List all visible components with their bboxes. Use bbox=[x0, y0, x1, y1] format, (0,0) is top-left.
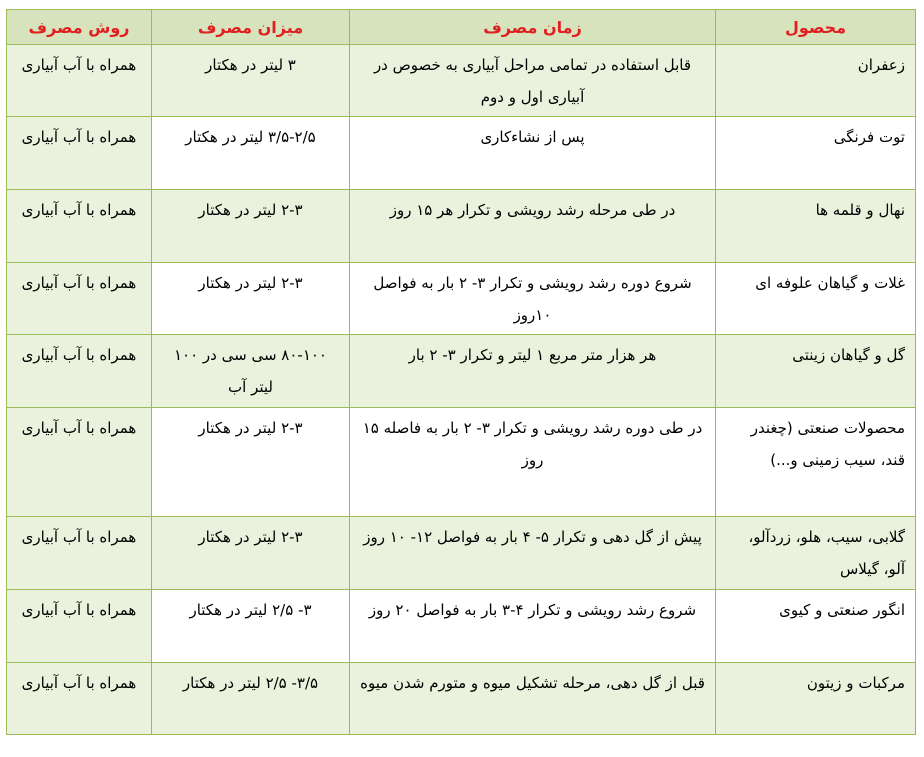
method-cell: همراه با آب آبیاری bbox=[7, 263, 152, 335]
method-cell: همراه با آب آبیاری bbox=[7, 45, 152, 117]
product-cell: محصولات صنعتی (چغندر قند، سیب زمینی و...) bbox=[716, 408, 916, 517]
table-row bbox=[7, 517, 916, 590]
time-cell: قبل از گل دهی، مرحله تشکیل میوه و متورم شدن میوه bbox=[350, 663, 716, 735]
amount-cell: ۲-۳ لیتر در هکتار bbox=[152, 263, 350, 335]
table-row bbox=[7, 663, 916, 735]
amount-cell: ۳- ۲/۵ لیتر در هکتار bbox=[152, 590, 350, 663]
time-cell: پس از نشاءکاری bbox=[350, 117, 716, 190]
table-row bbox=[7, 190, 916, 263]
time-cell: در طی دوره رشد رویشی و تکرار ۳- ۲ بار به فاصله ۱۵ روز bbox=[350, 408, 716, 517]
product-cell: غلات و گیاهان علوفه ای bbox=[716, 263, 916, 335]
amount-cell: ۲-۳ لیتر در هکتار bbox=[152, 517, 350, 590]
amount-cell: ۳/۵- ۲/۵ لیتر در هکتار bbox=[152, 663, 350, 735]
table-row bbox=[7, 590, 916, 663]
amount-cell: ۲-۳ لیتر در هکتار bbox=[152, 190, 350, 263]
amount-cell: ۸۰-۱۰۰ سی سی در ۱۰۰ لیتر آب bbox=[152, 335, 350, 408]
method-cell: همراه با آب آبیاری bbox=[7, 408, 152, 517]
time-cell: قابل استفاده در تمامی مراحل آبیاری به خصوص در آبیاری اول و دوم bbox=[350, 45, 716, 117]
time-cell: در طی مرحله رشد رویشی و تکرار هر ۱۵ روز bbox=[350, 190, 716, 263]
header-method: روش مصرف bbox=[7, 10, 152, 45]
time-cell: پیش از گل دهی و تکرار ۵- ۴ بار به فواصل ۱۲- ۱۰ روز bbox=[350, 517, 716, 590]
method-cell: همراه با آب آبیاری bbox=[7, 117, 152, 190]
header-product: محصول bbox=[716, 10, 916, 45]
table-container bbox=[6, 9, 915, 735]
header-time: زمان مصرف bbox=[350, 10, 716, 45]
table-row bbox=[7, 335, 916, 408]
header-amount: میزان مصرف bbox=[152, 10, 350, 45]
product-cell: زعفران bbox=[716, 45, 916, 117]
method-cell: همراه با آب آبیاری bbox=[7, 663, 152, 735]
time-cell: شروع رشد رویشی و تکرار ۴-۳ بار به فواصل ۲۰ روز bbox=[350, 590, 716, 663]
table-row bbox=[7, 117, 916, 190]
table-row bbox=[7, 263, 916, 335]
amount-cell: ۳ لیتر در هکتار bbox=[152, 45, 350, 117]
method-cell: همراه با آب آبیاری bbox=[7, 190, 152, 263]
table-row bbox=[7, 45, 916, 117]
header-row bbox=[7, 10, 916, 45]
product-cell: گل و گیاهان زینتی bbox=[716, 335, 916, 408]
method-cell: همراه با آب آبیاری bbox=[7, 590, 152, 663]
product-cell: مرکبات و زیتون bbox=[716, 663, 916, 735]
table-row bbox=[7, 408, 916, 517]
fertilizer-usage-table bbox=[6, 9, 916, 735]
time-cell: هر هزار متر مربع ۱ لیتر و تکرار ۳- ۲ بار bbox=[350, 335, 716, 408]
amount-cell: ۲-۳ لیتر در هکتار bbox=[152, 408, 350, 517]
method-cell: همراه با آب آبیاری bbox=[7, 335, 152, 408]
amount-cell: ۳/۵-۲/۵ لیتر در هکتار bbox=[152, 117, 350, 190]
product-cell: توت فرنگی bbox=[716, 117, 916, 190]
product-cell: انگور صنعتی و کیوی bbox=[716, 590, 916, 663]
product-cell: گلابی، سیب، هلو، زردآلو، آلو، گیلاس bbox=[716, 517, 916, 590]
method-cell: همراه با آب آبیاری bbox=[7, 517, 152, 590]
product-cell: نهال و قلمه ها bbox=[716, 190, 916, 263]
time-cell: شروع دوره رشد رویشی و تکرار ۳- ۲ بار به فواصل ۱۰روز bbox=[350, 263, 716, 335]
